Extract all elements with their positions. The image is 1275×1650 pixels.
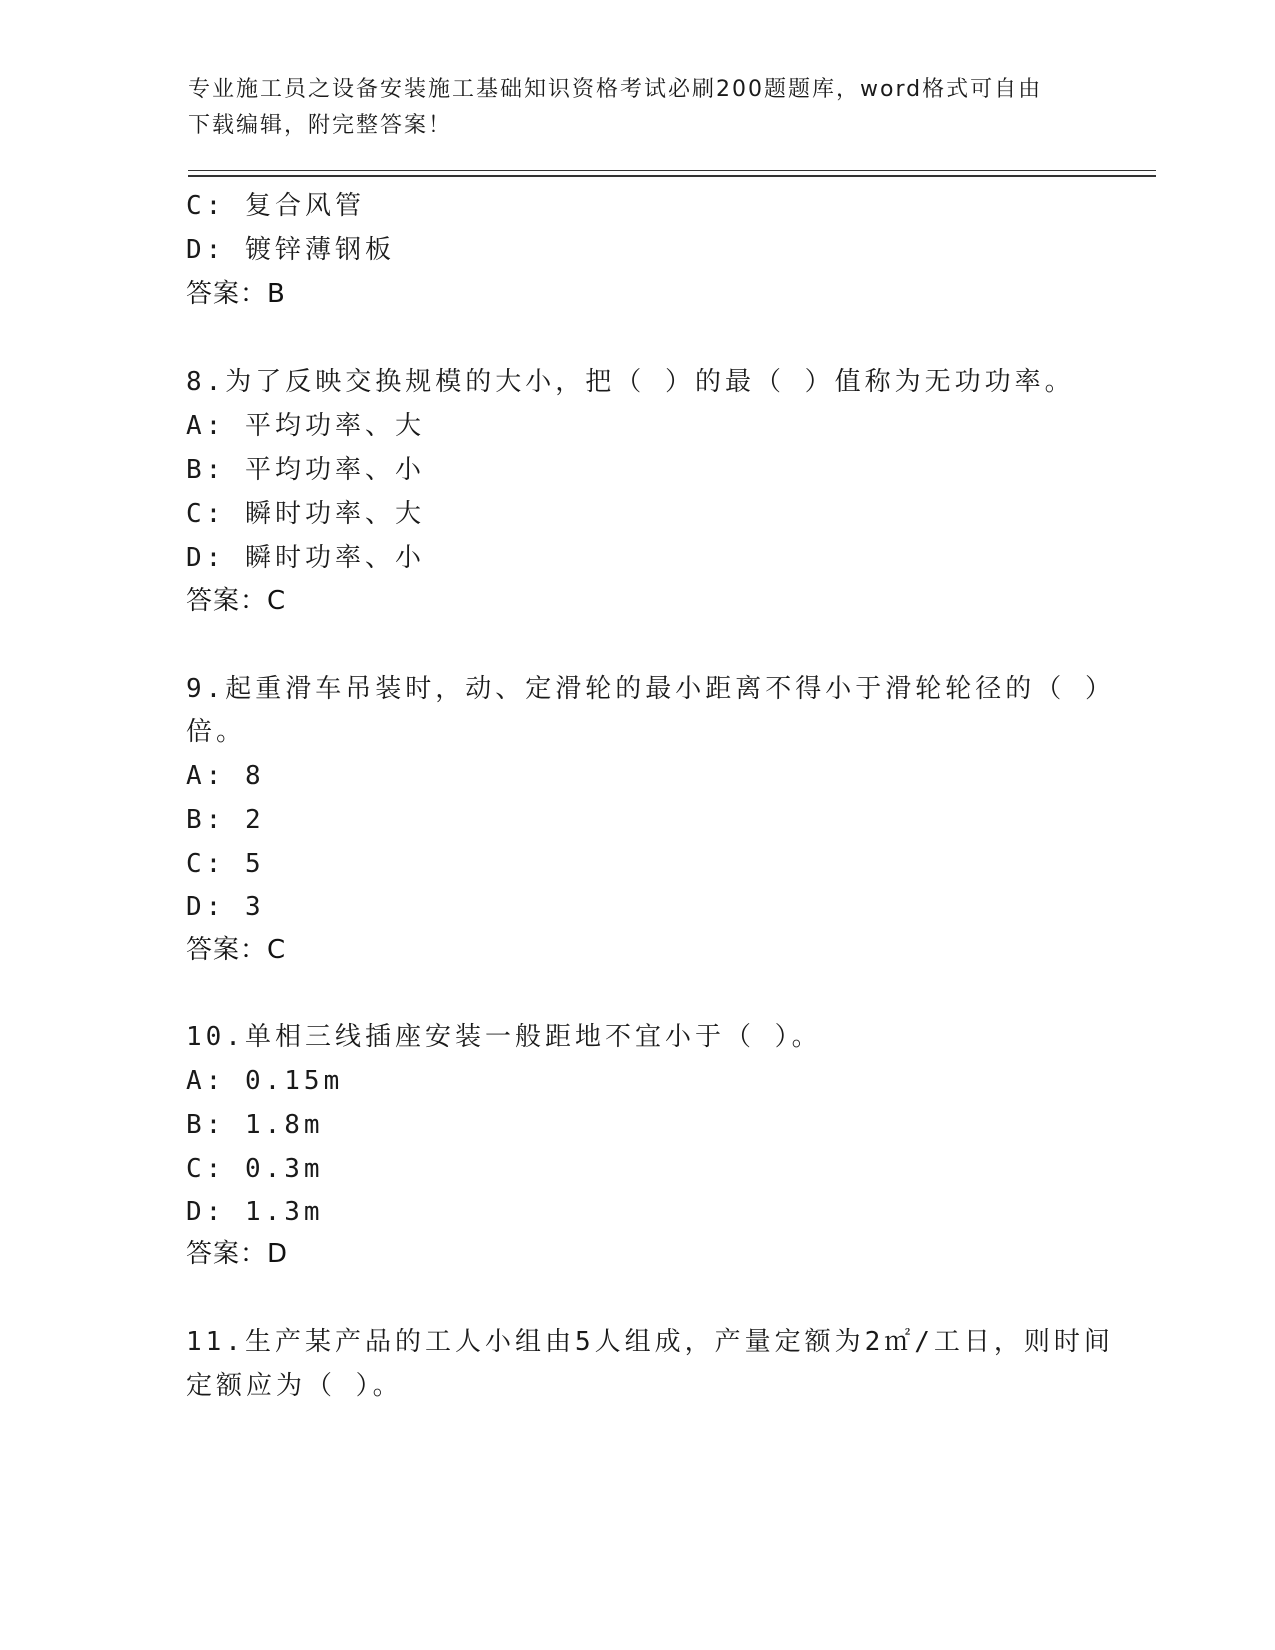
header-title-line-1: 专业施工员之设备安装施工基础知识资格考试必刷200题题库，word格式可自由	[188, 77, 1043, 102]
q10-stem: 10.单相三线插座安装一般距地不宜小于（ ）。	[186, 1022, 822, 1052]
q9-stem-line-1: 9.起重滑车吊装时，动、定滑轮的最小距离不得小于滑轮轮径的（ ）	[186, 674, 1115, 704]
q9-option-d: D: 3	[186, 892, 265, 922]
q11-stem-line-2: 定额应为（ ）。	[186, 1371, 403, 1401]
q9-option-c: C: 5	[186, 849, 265, 879]
q9-answer: 答案：C	[186, 935, 287, 965]
q10-option-a: A: 0.15m	[186, 1066, 344, 1096]
header-title-line-2: 下载编辑，附完整答案！	[188, 113, 453, 138]
q8-option-c: C: 瞬时功率、大	[186, 499, 425, 529]
q9-option-b: B: 2	[186, 805, 265, 835]
q10-option-c: C: 0.3m	[186, 1154, 324, 1184]
prev-answer: 答案：B	[186, 279, 286, 309]
header-rule-top	[188, 170, 1156, 171]
q8-option-d: D: 瞬时功率、小	[186, 543, 425, 573]
document-header	[188, 72, 1088, 144]
q8-option-b: B: 平均功率、小	[186, 455, 425, 485]
q10-answer: 答案：D	[186, 1239, 289, 1269]
q8-answer: 答案：C	[186, 586, 287, 616]
q8-stem: 8.为了反映交换规模的大小，把（ ）的最（ ）值称为无功功率。	[186, 367, 1075, 397]
q10-option-d: D: 1.3m	[186, 1197, 324, 1227]
q10-option-b: B: 1.8m	[186, 1110, 324, 1140]
prev-option-c: C: 复合风管	[186, 191, 365, 221]
prev-option-d: D: 镀锌薄钢板	[186, 235, 395, 265]
header-rule-bottom	[188, 175, 1156, 177]
q9-stem-line-2: 倍。	[186, 717, 247, 747]
q8-option-a: A: 平均功率、大	[186, 411, 425, 441]
q11-stem-line-1: 11.生产某产品的工人小组由5人组成，产量定额为2㎡/工日，则时间	[186, 1327, 1114, 1357]
q9-option-a: A: 8	[186, 761, 265, 791]
